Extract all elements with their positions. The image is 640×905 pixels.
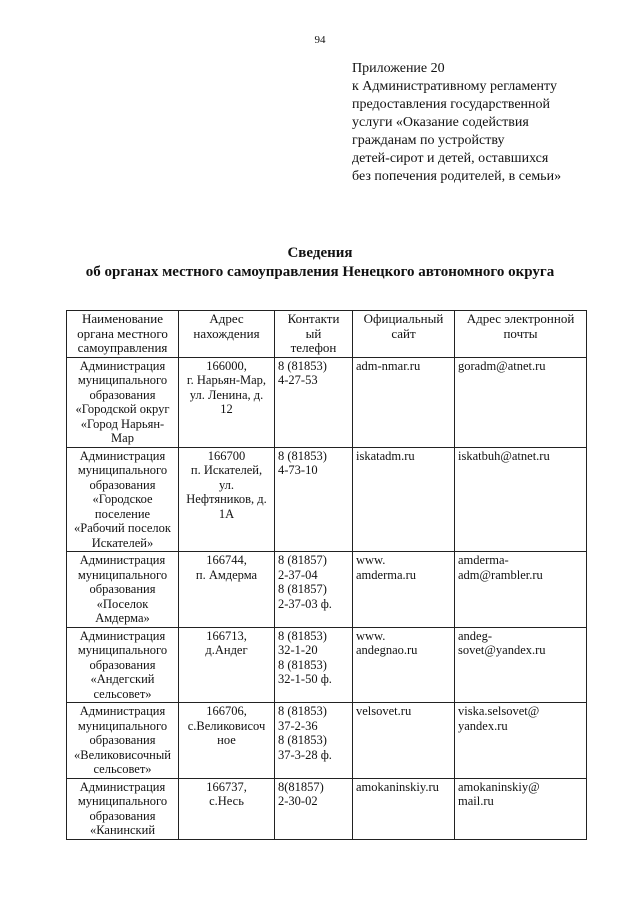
- cell-line: муниципального: [77, 794, 168, 808]
- cell-line: Администрация: [79, 704, 166, 718]
- cell-site: [353, 778, 455, 839]
- appendix-line: без попечения родителей, в семьи»: [352, 169, 562, 184]
- cell-line: «Поселок: [96, 596, 149, 611]
- cell-name: [67, 627, 179, 703]
- cell-line: 2-30-02: [278, 794, 318, 808]
- appendix-line: гражданам по устройству: [352, 133, 505, 148]
- cell-phone: [275, 357, 353, 447]
- cell-site: [353, 357, 455, 447]
- cell-line: 166000,: [206, 358, 247, 373]
- cell-line: Администрация: [79, 553, 166, 567]
- cell-line: «Город Нарьян-: [80, 416, 165, 431]
- document-heading: [0, 244, 640, 282]
- cell-line: 4-27-53: [278, 373, 318, 387]
- cell-line: 2-37-04: [278, 567, 318, 582]
- cell-email: [455, 447, 587, 552]
- cell-line: Администрация: [79, 779, 166, 794]
- cell-line: «Городской округ: [75, 402, 170, 416]
- cell-line: муниципального: [77, 718, 168, 733]
- heading-title: Сведения: [287, 245, 353, 261]
- cell-line: образования: [89, 582, 156, 596]
- cell-site: [353, 552, 455, 628]
- table-row: [67, 627, 587, 703]
- table-row: [67, 357, 587, 447]
- cell-line: mail.ru: [458, 794, 494, 808]
- cell-line: образования: [89, 733, 156, 747]
- cell-site: [353, 627, 455, 703]
- cell-site: [353, 703, 455, 779]
- cell-line: муниципального: [77, 373, 168, 387]
- cell-line: viska.selsovet@: [458, 704, 540, 718]
- header-site: Официальный сайт: [353, 311, 455, 358]
- table-row: [67, 552, 587, 628]
- cell-line: «Канинский: [89, 823, 156, 837]
- cell-line: образования: [89, 808, 156, 823]
- cell-line: andegnao.ru: [356, 643, 418, 657]
- cell-email: [455, 627, 587, 703]
- cell-line: 166744,: [206, 553, 247, 567]
- cell-line: sovet@yandex.ru: [458, 643, 546, 657]
- cell-line: iskatadm.ru: [356, 448, 415, 463]
- table-row: [67, 703, 587, 779]
- cell-phone: [275, 703, 353, 779]
- cell-line: ул. Ленина, д.: [189, 387, 264, 402]
- cell-line: 4-73-10: [278, 463, 318, 477]
- cell-line: andeg-: [458, 628, 493, 643]
- header-address: Адрес нахождения: [179, 311, 275, 358]
- cell-line: «Андегский: [90, 672, 155, 686]
- cell-line: муниципального: [77, 463, 168, 477]
- agencies-table: [66, 310, 587, 840]
- cell-line: 166737,: [206, 779, 247, 794]
- cell-line: с.Великовисоч: [187, 718, 266, 733]
- cell-name: [67, 703, 179, 779]
- cell-line: 8 (81853): [278, 704, 327, 718]
- cell-line: yandex.ru: [458, 718, 508, 733]
- cell-line: сельсовет»: [93, 762, 152, 776]
- cell-line: «Городское: [92, 492, 153, 506]
- cell-line: ул.: [218, 477, 235, 492]
- cell-address: [179, 447, 275, 552]
- cell-line: www.: [356, 628, 386, 643]
- cell-line: amokaninskiy@: [458, 779, 540, 794]
- cell-line: 8 (81853): [278, 657, 327, 672]
- header-email: Адрес электронной почты: [455, 311, 587, 358]
- appendix-line: детей-сирот и детей, оставшихся: [352, 151, 549, 166]
- cell-email: [455, 552, 587, 628]
- cell-line: amderma.ru: [356, 567, 417, 582]
- cell-line: goradm@atnet.ru: [458, 358, 546, 373]
- cell-name: [67, 552, 179, 628]
- cell-line: 166713,: [206, 628, 247, 643]
- cell-line: сельсовет»: [93, 686, 152, 701]
- cell-line: Искателей»: [91, 535, 154, 550]
- cell-line: velsovet.ru: [356, 704, 412, 718]
- cell-email: [455, 703, 587, 779]
- appendix-line: предоставления государственной: [352, 97, 551, 112]
- cell-line: adm@rambler.ru: [458, 567, 543, 582]
- cell-line: поселение: [94, 506, 151, 521]
- cell-line: amokaninskiy.ru: [356, 779, 439, 794]
- cell-line: муниципального: [77, 567, 168, 582]
- cell-address: [179, 627, 275, 703]
- cell-email: [455, 778, 587, 839]
- cell-phone: [275, 627, 353, 703]
- header-phone: Контакти ый телефон: [275, 311, 353, 358]
- cell-name: [67, 447, 179, 552]
- cell-line: п. Искателей,: [190, 463, 263, 477]
- cell-line: 12: [220, 402, 233, 416]
- cell-line: 166700: [207, 448, 246, 463]
- cell-line: «Рабочий поселок: [74, 521, 171, 535]
- cell-line: 8 (81857): [278, 553, 327, 567]
- cell-phone: [275, 552, 353, 628]
- page-number: 94: [314, 34, 326, 46]
- cell-line: 8 (81853): [278, 448, 327, 463]
- cell-line: ное: [217, 733, 236, 747]
- cell-line: Администрация: [79, 628, 166, 643]
- cell-address: [179, 357, 275, 447]
- cell-line: 8(81857): [278, 779, 324, 794]
- cell-line: Амдерма»: [95, 611, 150, 625]
- table-header-row: [67, 311, 587, 358]
- cell-line: г. Нарьян-Мар,: [186, 373, 267, 387]
- cell-line: Администрация: [79, 448, 166, 463]
- cell-address: [179, 778, 275, 839]
- cell-line: с.Несь: [209, 794, 244, 808]
- header-name: Наименование органа местного самоуправления: [67, 311, 179, 358]
- cell-address: [179, 703, 275, 779]
- cell-line: образования: [89, 477, 156, 492]
- cell-line: д.Андег: [205, 643, 248, 657]
- cell-line: образования: [89, 387, 156, 402]
- heading-subtitle: об органах местного самоуправления Ненецкого автономного округа: [85, 264, 555, 280]
- cell-line: adm-nmar.ru: [356, 358, 421, 373]
- appendix-line: к Административному регламенту: [352, 79, 557, 94]
- cell-line: 8 (81853): [278, 733, 327, 747]
- cell-phone: [275, 778, 353, 839]
- cell-line: 166706,: [206, 704, 247, 718]
- cell-name: [67, 778, 179, 839]
- cell-line: amderma-: [458, 553, 509, 567]
- cell-address: [179, 552, 275, 628]
- cell-name: [67, 357, 179, 447]
- table-row: [67, 447, 587, 552]
- cell-line: 8 (81853): [278, 628, 327, 643]
- cell-line: муниципального: [77, 643, 168, 657]
- cell-site: [353, 447, 455, 552]
- table-body: [67, 357, 587, 839]
- cell-line: 1А: [218, 506, 235, 521]
- cell-line: Мар: [111, 431, 134, 445]
- cell-line: Администрация: [79, 358, 166, 373]
- cell-line: «Великовисочный: [74, 747, 171, 762]
- appendix-line: Приложение 20: [352, 61, 445, 76]
- appendix-line: услуги «Оказание содействия: [352, 115, 529, 130]
- cell-line: п. Амдерма: [195, 567, 258, 582]
- cell-line: 2-37-03 ф.: [278, 596, 332, 611]
- cell-line: iskatbuh@atnet.ru: [458, 448, 550, 463]
- cell-line: 32-1-50 ф.: [278, 672, 332, 686]
- appendix-note: [352, 60, 602, 186]
- cell-line: 37-2-36: [278, 718, 318, 733]
- cell-line: Нефтяников, д.: [186, 492, 267, 506]
- cell-line: 8 (81853): [278, 358, 327, 373]
- cell-line: 32-1-20: [278, 643, 318, 657]
- cell-line: образования: [89, 657, 156, 672]
- cell-email: [455, 357, 587, 447]
- cell-line: 8 (81857): [278, 582, 327, 596]
- cell-line: 37-3-28 ф.: [278, 747, 332, 762]
- table-row: [67, 778, 587, 839]
- cell-line: www.: [356, 553, 386, 567]
- cell-phone: [275, 447, 353, 552]
